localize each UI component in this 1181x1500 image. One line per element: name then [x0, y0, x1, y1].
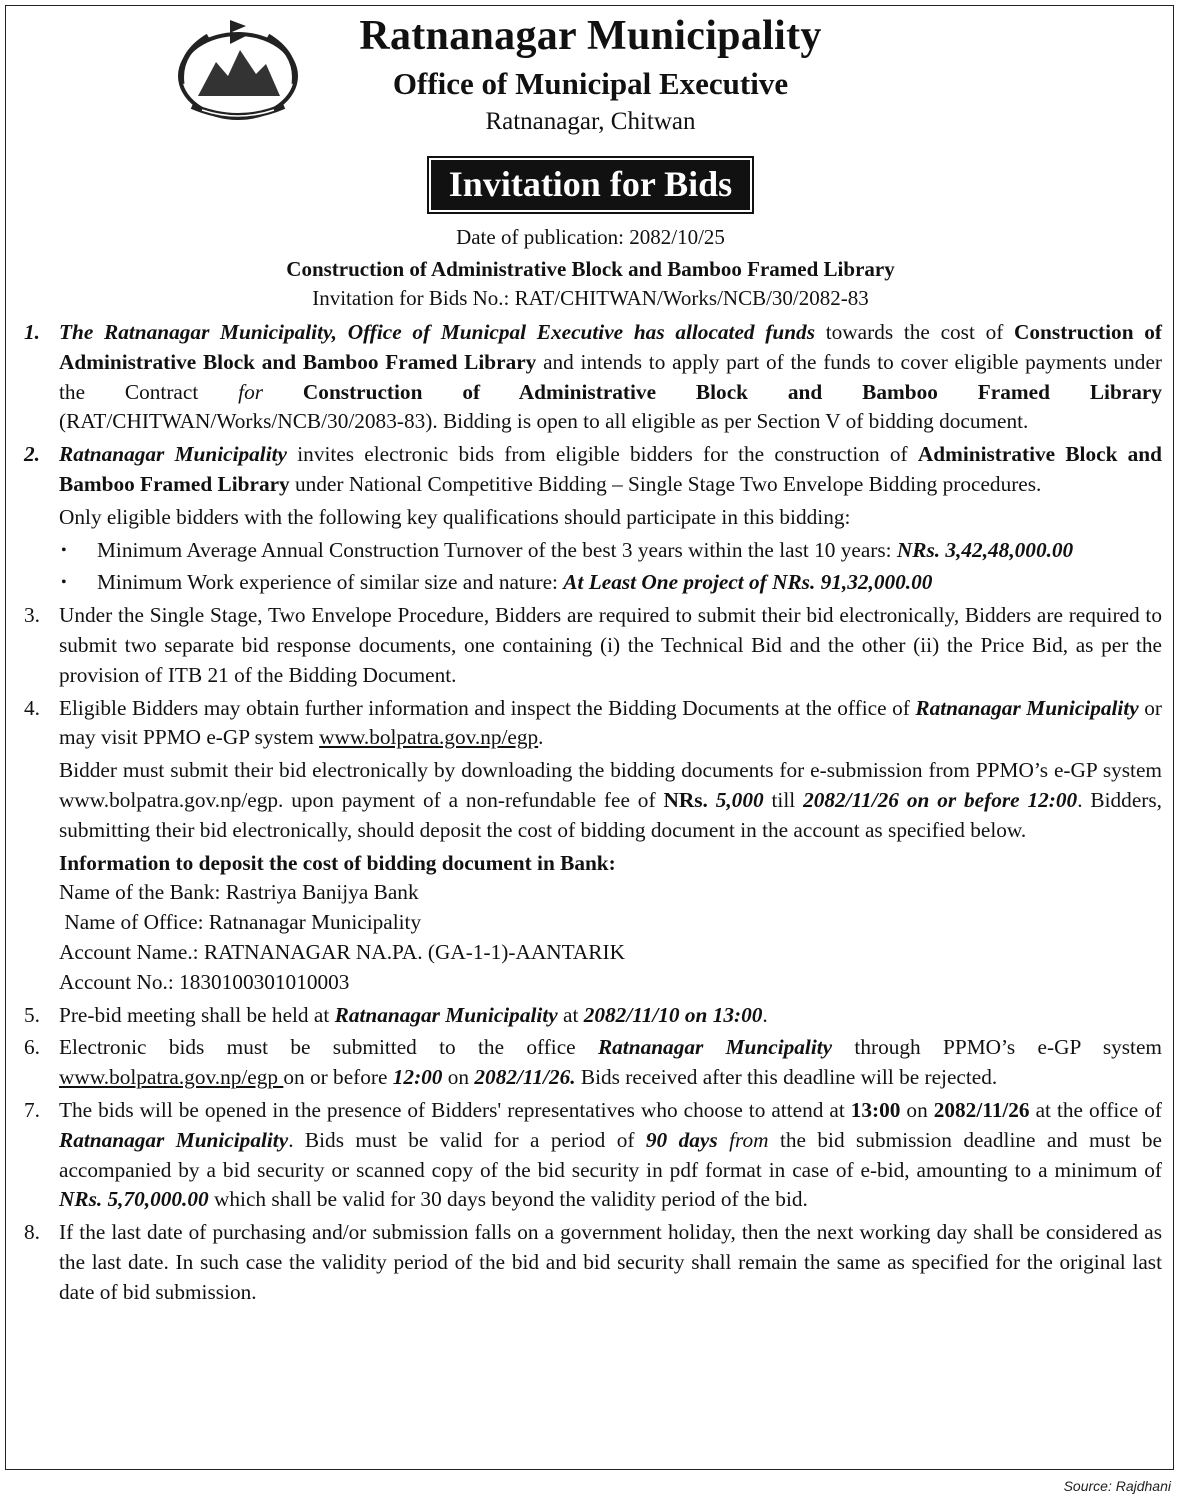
clause-text: If the last date of purchasing and/or submission falls on a government holiday, then the next working day shall be considered as the last date. In such case the validity period of the bid and bid security shall remain the same as specified for the original last date of bid submission.	[59, 1220, 1162, 1304]
account-number: Account No.: 1830100301010003	[59, 969, 350, 994]
clause-text: The bids will be opened in the presence of Bidders' representatives who choose to attend at 13:00 on 2082/11/26 at the office of Ratnanagar Municipality. Bids must be valid for a period of 90 days from the bid submission deadline and must be accompanied by a bid security or scanned copy of the bid security in pdf format in case of e-bid, amounting to a minimum of NRs. 5,70,000.00 which shall be valid for 30 days beyond the validity period of the bid.	[59, 1097, 1162, 1212]
clause-2	[24, 440, 1162, 500]
egp-link[interactable]: www.bolpatra.gov.np/egp	[319, 725, 539, 750]
clause-text: Under the Single Stage, Two Envelope Procedure, Bidders are required to submit their bid electronically, Bidders are required to submit two separate bid response documents, one containing (i) the Technical Bid and the other (ii) the Price Bid, as per the provision of ITB 21 of the Bidding Document.	[59, 603, 1162, 687]
bank-name: Name of the Bank: Rastriya Banijya Bank	[59, 880, 419, 905]
egp-link[interactable]: www.bolpatra.gov.np/egp	[59, 1065, 284, 1090]
clause-number: 3.	[24, 603, 40, 628]
clause-8	[24, 1218, 1162, 1307]
clause-number: 4.	[24, 695, 40, 720]
publication-date: Date of publication: 2082/10/25	[456, 225, 725, 249]
office-name: Name of Office: Ratnanagar Municipality	[59, 910, 422, 935]
clause-number: 7.	[24, 1097, 40, 1122]
bid-submission-paragraph: Bidder must submit their bid electronically by downloading the bidding documents for e-submission from PPMO’s e-GP system www.bolpatra.gov.np/egp. upon payment of a non-refundable fee of NRs. 5,000 till 2082/11/26 on or before 12:00. Bidders, submitting their bid electronically, should deposit the cost of bidding document in the account as specified below.	[59, 758, 1162, 842]
clause-5	[24, 1001, 1162, 1031]
clause-text: Ratnanagar Municipality invites electronic bids from eligible bidders for the construction of Administrative Block and Bamboo Framed Library under National Competitive Bidding – Single Stage Two Envelope Bidding procedures.	[59, 442, 1163, 496]
clause-number: 2.	[24, 442, 40, 467]
clause-number: 6.	[24, 1035, 40, 1060]
clause-6	[24, 1033, 1162, 1093]
office-subtitle: Office of Municipal Executive	[392, 66, 789, 101]
clause-7	[24, 1096, 1162, 1215]
account-name: Account Name.: RATNANAGAR NA.PA. (GA-1-1)-AANTARIK	[59, 939, 625, 964]
ifb-number: Invitation for Bids No.: RAT/CHITWAN/Works/NCB/30/2082-83	[312, 286, 869, 310]
clause-text: Electronic bids must be submitted to the office Ratnanagar Muncipality through PPMO’s e-GP system www.bolpatra.gov.np/egp on or before 12:00 on 2082/11/26. Bids received after this deadline will be rejected.	[59, 1035, 1162, 1090]
clause-3	[24, 601, 1162, 690]
clause-number: 8.	[24, 1220, 40, 1245]
bank-heading: Information to deposit the cost of bidding document in Bank:	[59, 850, 616, 875]
project-title: Construction of Administrative Block and Bamboo Framed Library	[286, 257, 895, 281]
clause-text: Pre-bid meeting shall be held at Ratnanagar Municipality at 2082/11/10 on 13:00.	[59, 1002, 768, 1027]
qualification-bullet: • Minimum Work experience of similar size and nature: At Least One project of NRs. 91,32,000.00	[24, 568, 1162, 598]
clause-number: 1.	[24, 320, 40, 344]
bullet-icon: •	[61, 574, 67, 592]
clause-text: The Ratnanagar Municipality, Office of Municpal Executive has allocated funds towards the cost of Construction of Administrative Block and Bamboo Framed Library and intends to apply part of the funds to cover eligible payments under the Contract for Construction of Administrative Block and Bamboo Framed Library (RAT/CHITWAN/Works/NCB/30/2083-83). Bidding is open to all eligible as per Section V of bidding document.	[59, 320, 1163, 434]
banner-title: Invitation for Bids	[431, 160, 750, 210]
location-line: Ratnanagar, Chitwan	[485, 108, 696, 135]
qualification-intro: Only eligible bidders with the following key qualifications should participate in this bidding:	[59, 504, 851, 529]
clause-text: Eligible Bidders may obtain further information and inspect the Bidding Documents at the office of Ratnanagar Municipality or may visit PPMO e-GP system www.bolpatra.gov.np/egp.	[59, 695, 1162, 750]
bullet-icon: •	[61, 541, 67, 559]
qualification-bullet: • Minimum Average Annual Construction Turnover of the best 3 years within the last 10 years: NRs. 3,42,48,000.00	[24, 536, 1162, 566]
clause-1	[24, 318, 1162, 437]
source-credit: Source: Rajdhani	[1063, 1478, 1171, 1494]
clause-number: 5.	[24, 1002, 40, 1027]
municipality-title: Ratnanagar Municipality	[359, 13, 822, 59]
clause-4	[24, 694, 1162, 754]
banner	[0, 156, 1181, 214]
notice-body	[24, 318, 1162, 1311]
